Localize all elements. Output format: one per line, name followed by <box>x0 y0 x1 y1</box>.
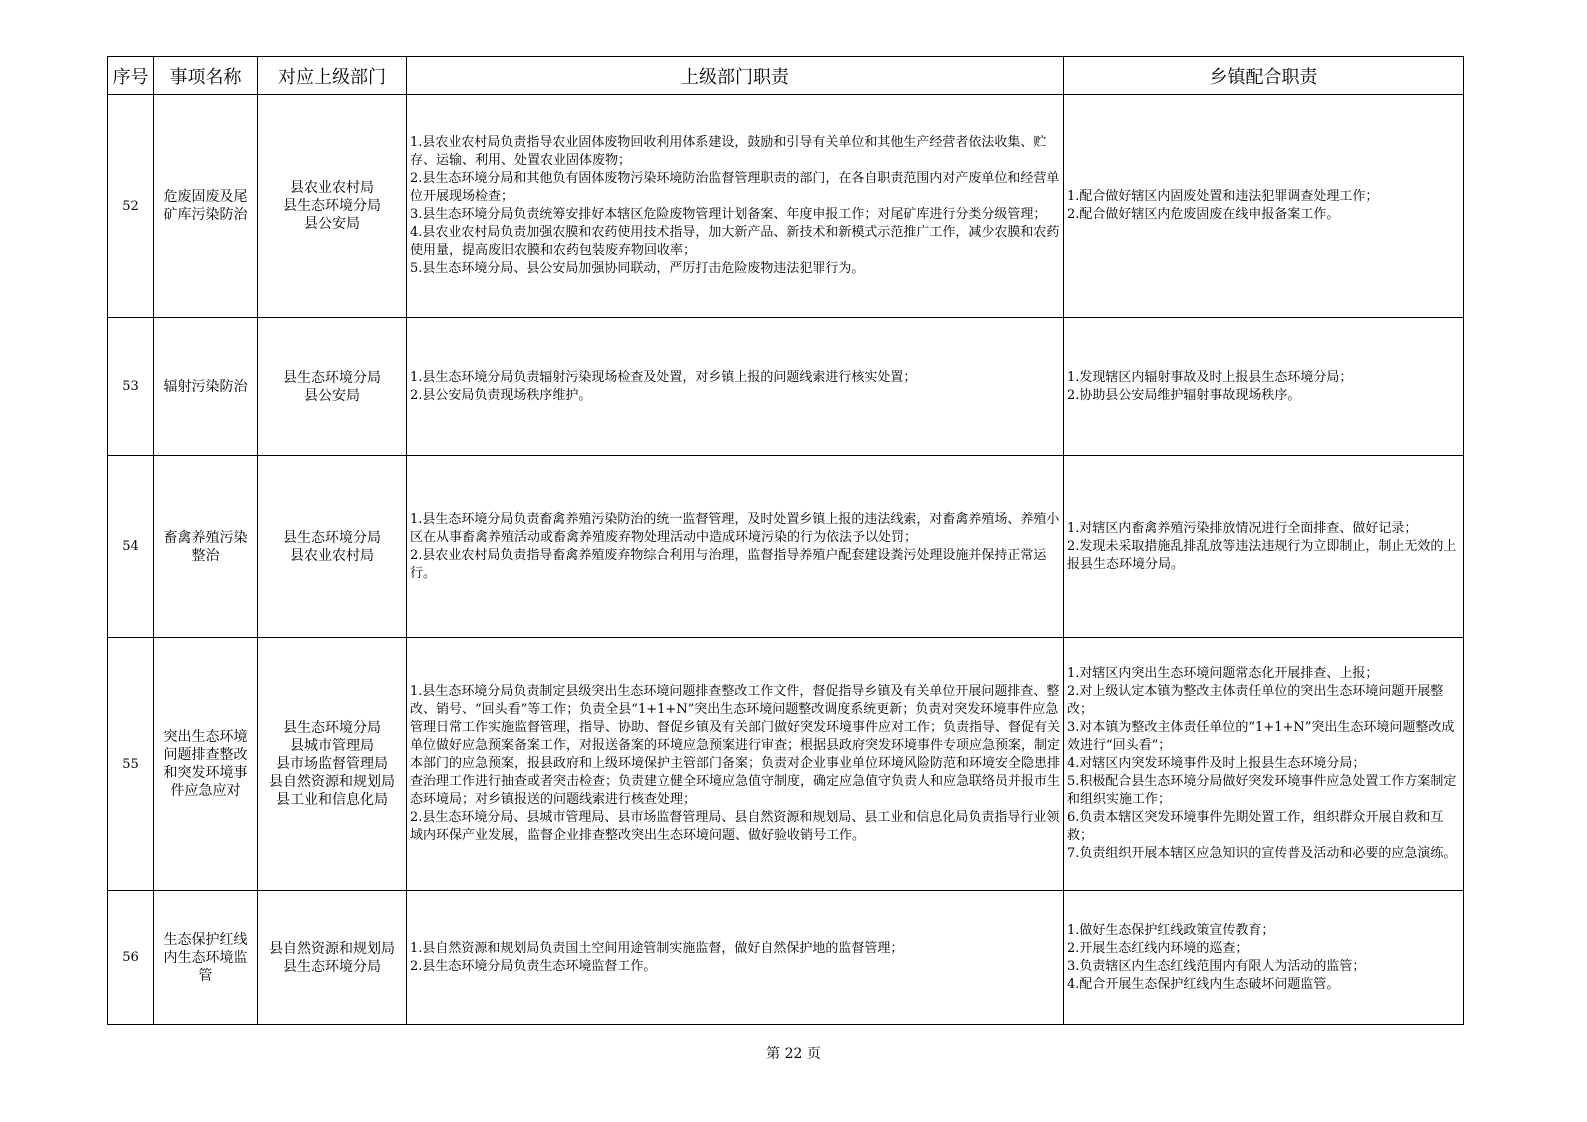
duty-line: 4.对辖区内突发环境事件及时上报县生态环境分局； <box>1067 756 1366 771</box>
row-dept: 县生态环境分局 县公安局 <box>258 318 407 456</box>
duty-line: 1.配合做好辖区内固废处置和违法犯罪调查处理工作； <box>1067 189 1379 204</box>
header-row <box>108 57 1464 95</box>
table-row <box>108 318 1464 456</box>
row-num: 54 <box>108 456 154 638</box>
duty-line: 3.对本镇为整改主体责任单位的“1+1+N”突出生态环境问题整改成效进行“回头看”； <box>1067 720 1455 753</box>
row-upper-duties <box>407 318 1064 456</box>
row-upper-duties <box>407 456 1064 638</box>
duty-line: 1.县生态环境分局负责畜禽养殖污染防治的统一监督管理，及时处置乡镇上报的违法线索，对畜禽养殖场、养殖小区在从事畜禽养殖活动或畜禽养殖废弃物处理活动中造成环境污染的行为依法予以处罚； <box>410 511 1060 545</box>
duty-line: 2.开展生态红线内环境的巡查； <box>1067 940 1249 956</box>
duty-line: 4.配合开展生态保护红线内生态破坏问题监管。 <box>1067 976 1340 992</box>
row-dept: 县生态环境分局 县城市管理局 县市场监督管理局 县自然资源和规划局 县工业和信息化局 <box>258 638 407 891</box>
row-dept: 县生态环境分局 县农业农村局 <box>258 456 407 638</box>
header-coop: 乡镇配合职责 <box>1064 57 1464 95</box>
duty-line: 2.配合做好辖区内危废固废在线申报备案工作。 <box>1067 207 1340 222</box>
duty-line: 2.县生态环境分局、县城市管理局、县市场监督管理局、县自然资源和规划局、县工业和信息化局负责指导行业领域内环保产业发展，监督企业排查整改突出生态环境问题、做好验收销号工作。 <box>410 810 1060 843</box>
row-town-duties <box>1064 891 1464 1025</box>
duty-line: 2.县公安局负责现场秩序维护。 <box>410 387 592 403</box>
duty-line: 2.县农业农村局负责指导畜禽养殖废弃物综合利用与治理，监督指导养殖户配套建设粪污处理设施并保持正常运行。 <box>410 547 1047 581</box>
duty-line: 7.负责组织开展本辖区应急知识的宣传普及活动和必要的应急演练。 <box>1067 846 1457 861</box>
duty-line: 5.县生态环境分局、县公安局加强协同联动，严厉打击危险废物违法犯罪行为。 <box>410 261 865 276</box>
duty-line: 2.发现未采取措施乱排乱放等违法违规行为立即制止，制止无效的上报县生态环境分局。 <box>1067 538 1457 572</box>
header-name: 事项名称 <box>154 57 258 95</box>
row-item-name: 危废固废及尾 矿库污染防治 <box>154 95 258 318</box>
table-row <box>108 638 1464 891</box>
duty-table <box>107 56 1464 1025</box>
row-item-name: 生态保护红线 内生态环境监 管 <box>154 891 258 1025</box>
duty-line: 6.负责本辖区突发环境事件先期处置工作，组织群众开展自救和互救； <box>1067 810 1444 843</box>
row-upper-duties <box>407 638 1064 891</box>
row-town-duties <box>1064 456 1464 638</box>
duty-line: 5.积极配合县生态环境分局做好突发环境事件应急处置工作方案制定和组织实施工作； <box>1067 774 1457 807</box>
duty-line: 2.对上级认定本镇为整改主体责任单位的突出生态环境问题开展整改； <box>1067 684 1444 717</box>
duty-line: 4.县农业农村局负责加强农膜和农药使用技术指导，加大新产品、新技术和新模式示范推广工作，减少农膜和农药使用量，提高废旧农膜和农药包装废弃物回收率； <box>410 225 1060 258</box>
table-row <box>108 891 1464 1025</box>
header-num: 序号 <box>108 57 154 95</box>
header-dept: 对应上级部门 <box>258 57 407 95</box>
row-num: 52 <box>108 95 154 318</box>
row-item-name: 突出生态环境 问题排查整改 和突发环境事 件应急应对 <box>154 638 258 891</box>
row-town-duties <box>1064 95 1464 318</box>
duty-line: 1.对辖区内突出生态环境问题常态化开展排查、上报； <box>1067 666 1379 681</box>
row-upper-duties <box>407 95 1064 318</box>
duty-line: 1.县生态环境分局负责辐射污染现场检查及处置，对乡镇上报的问题线索进行核实处置； <box>410 369 917 385</box>
row-num: 55 <box>108 638 154 891</box>
table-row <box>108 95 1464 318</box>
duty-line: 1.县农业农村局负责指导农业固体废物回收利用体系建设，鼓励和引导有关单位和其他生产经营者依法收集、贮存、运输、利用、处置农业固体废物； <box>410 135 1047 168</box>
duty-line: 1.县生态环境分局负责制定县级突出生态环境问题排查整改工作文件，督促指导乡镇及有关单位开展问题排查、整改、销号、“回头看”等工作；负责全县“1+1+N”突出生态环境问题整改调度系统更新；负责对突发环境事件应急管理日常工作实施监督管理，指导、协助、督促乡镇及有关部门做好突发环境事件应对工作；负责指导、督促有关单位做好应急预案备案工作，对报送备案的环境应急预案进行审查；根据县政府突发环境事件专项应急预案，制定本部门的应急预案，报县政府和上级环境保护主管部门备案；负责对企业事业单位环境风险防范和环境安全隐患排查治理工作进行抽查或者突击检查；负责建立健全环境应急值守制度，确定应急值守负责人和应急联络员并报市生态环境局；对乡镇报送的问题线索进行核查处理； <box>410 684 1061 807</box>
row-dept: 县自然资源和规划局 县生态环境分局 <box>258 891 407 1025</box>
duty-line: 2.县生态环境分局和其他负有固体废物污染环境防治监督管理职责的部门，在各自职责范围内对产废单位和经营单位开展现场检查； <box>410 171 1060 204</box>
row-num: 56 <box>108 891 154 1025</box>
row-item-name: 畜禽养殖污染 整治 <box>154 456 258 638</box>
duty-line: 1.发现辖区内辐射事故及时上报县生态环境分局； <box>1067 369 1353 385</box>
page-number: 第 22 页 <box>766 1046 821 1062</box>
duty-line: 2.协助县公安局维护辐射事故现场秩序。 <box>1067 387 1301 403</box>
header-resp: 上级部门职责 <box>407 57 1064 95</box>
row-num: 53 <box>108 318 154 456</box>
duty-line: 1.县自然资源和规划局负责国土空间用途管制实施监督，做好自然保护地的监督管理； <box>410 940 904 956</box>
duty-line: 2.县生态环境分局负责生态环境监督工作。 <box>410 958 657 974</box>
duty-line: 3.负责辖区内生态红线范围内有限人为活动的监管； <box>1067 958 1366 974</box>
duty-line: 1.对辖区内畜禽养殖污染排放情况进行全面排查、做好记录； <box>1067 520 1418 536</box>
row-town-duties <box>1064 318 1464 456</box>
row-upper-duties <box>407 891 1064 1025</box>
duty-line: 1.做好生态保护红线政策宣传教育； <box>1067 922 1275 938</box>
row-town-duties <box>1064 638 1464 891</box>
row-dept: 县农业农村局 县生态环境分局 县公安局 <box>258 95 407 318</box>
row-item-name: 辐射污染防治 <box>154 318 258 456</box>
table-row <box>108 456 1464 638</box>
duty-line: 3.县生态环境分局负责统筹安排好本辖区危险废物管理计划备案、年度申报工作；对尾矿库进行分类分级管理； <box>410 207 1047 222</box>
